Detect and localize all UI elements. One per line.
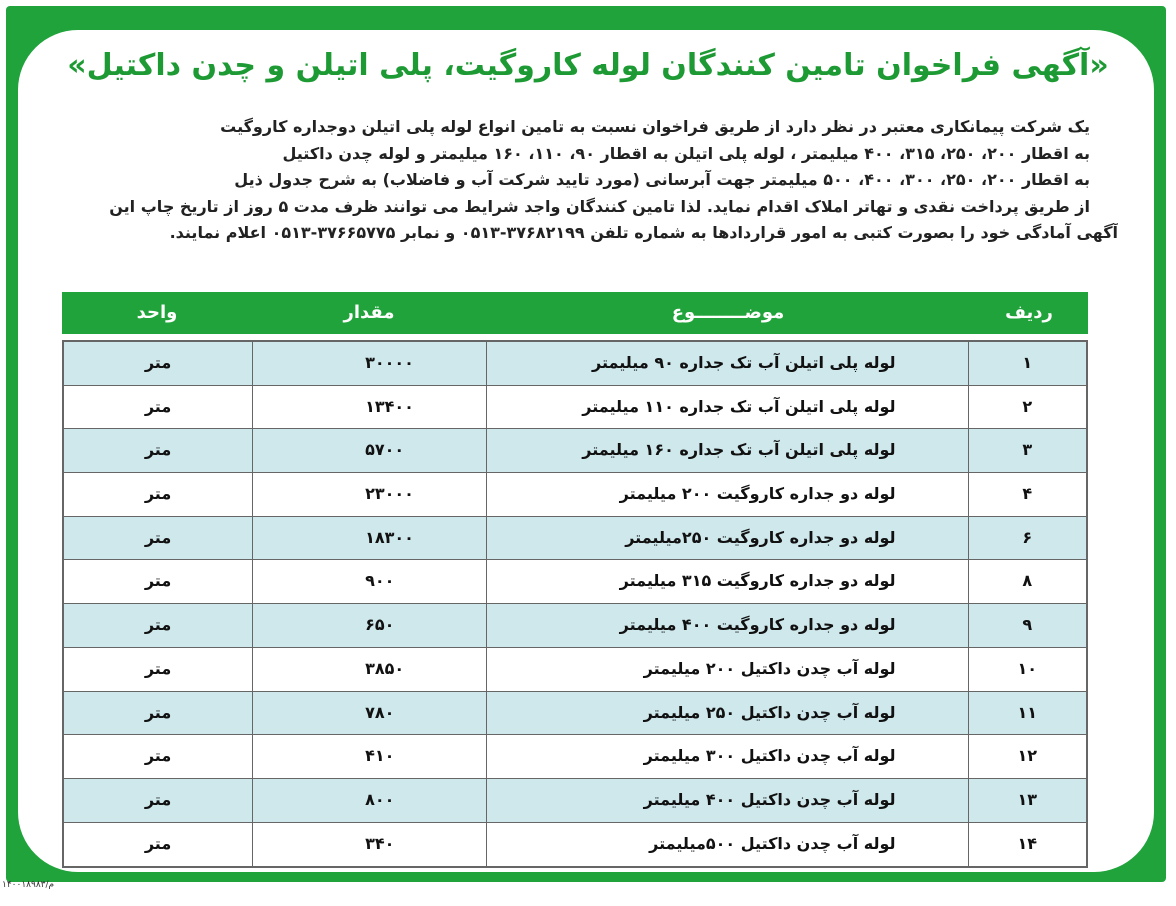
cell-quantity: ۴۱۰ xyxy=(253,735,486,778)
cell-quantity: ۲۳۰۰۰ xyxy=(253,473,486,516)
cell-subject: لوله آب چدن داکتیل ۲۵۰ میلیمتر xyxy=(487,692,969,735)
cell-subject: لوله پلی اتیلن آب تک جداره ۱۶۰ میلیمتر xyxy=(487,429,969,472)
table-row xyxy=(64,648,1086,692)
table-row xyxy=(64,692,1086,736)
table-row xyxy=(64,386,1086,430)
cell-subject: لوله آب چدن داکتیل ۳۰۰ میلیمتر xyxy=(487,735,969,778)
cell-unit: متر xyxy=(64,692,253,735)
cell-row-no: ۱۱ xyxy=(1017,702,1038,722)
cell-subject: لوله آب چدن داکتیل ۵۰۰میلیمتر xyxy=(487,823,969,867)
cell-subject: لوله پلی اتیلن آب تک جداره ۹۰ میلیمتر xyxy=(487,342,969,385)
cell-row-no: ۱۴ xyxy=(1017,833,1038,853)
table-header xyxy=(62,292,1088,334)
cell-unit: متر xyxy=(64,735,253,778)
cell-row-no: ۶ xyxy=(1022,527,1033,547)
items-table xyxy=(62,292,1088,866)
cell-row-no: ۲ xyxy=(1022,396,1033,416)
cell-subject: لوله دو جداره کاروگیت ۳۱۵ میلیمتر xyxy=(487,560,969,603)
cell-unit: متر xyxy=(64,648,253,691)
intro-line-4: از طریق پرداخت نقدی و تهاتر املاک اقدام نماید. لذا تامین کنندگان واجد شرایط می توانند ظرف مدت ۵ روز از تاریخ چاپ این xyxy=(109,196,1090,216)
table-row xyxy=(64,429,1086,473)
cell-quantity: ۸۰۰ xyxy=(253,779,486,822)
cell-subject: لوله دو جداره کاروگیت ۴۰۰ میلیمتر xyxy=(487,604,969,647)
cell-subject: لوله پلی اتیلن آب تک جداره ۱۱۰ میلیمتر xyxy=(487,386,969,429)
header-unit: واحد xyxy=(136,302,178,323)
cell-quantity: ۳۸۵۰ xyxy=(253,648,486,691)
ad-intro xyxy=(62,114,1118,274)
cell-row-no: ۳ xyxy=(1022,440,1033,460)
cell-quantity: ۵۷۰۰ xyxy=(253,429,486,472)
cell-unit: متر xyxy=(64,779,253,822)
cell-subject: لوله دو جداره کاروگیت ۲۰۰ میلیمتر xyxy=(487,473,969,516)
footer-code: م/۱۴۰۰۱۸۹۸۳ xyxy=(2,880,55,890)
cell-row-no: ۴ xyxy=(1022,484,1033,504)
intro-line-5: آگهی آمادگی خود را بصورت کتبی به امور قراردادها به شماره تلفن ۳۷۶۸۲۱۹۹-۰۵۱۳ و نمابر ۳۷۶۶۵۷۷۵-۰۵۱۳ اعلام نمایند. xyxy=(169,223,1118,242)
ad-title: «آگهی فراخوان تامین کنندگان لوله کاروگیت، پلی اتیلن و چدن داکتیل» xyxy=(67,48,1109,83)
cell-unit: متر xyxy=(64,429,253,472)
header-row-no: ردیف xyxy=(1005,302,1053,323)
cell-subject: لوله دو جداره کاروگیت ۲۵۰میلیمتر xyxy=(487,517,969,560)
cell-quantity: ۳۴۰ xyxy=(253,823,486,867)
cell-unit: متر xyxy=(64,823,253,867)
cell-quantity: ۹۰۰ xyxy=(253,560,486,603)
cell-row-no: ۱۰ xyxy=(1017,658,1038,678)
table-row xyxy=(64,779,1086,823)
intro-line-3: به اقطار ۲۰۰، ۲۵۰، ۳۰۰، ۴۰۰، ۵۰۰ میلیمتر جهت آبرسانی (مورد تایید شرکت آب و فاضلاب) به شرح جدول ذیل xyxy=(234,170,1090,189)
cell-unit: متر xyxy=(64,473,253,516)
cell-unit: متر xyxy=(64,386,253,429)
cell-row-no: ۱۳ xyxy=(1017,789,1038,809)
header-quantity: مقدار xyxy=(343,302,395,323)
header-subject: موضــــــــوع xyxy=(671,302,785,323)
intro-line-2: به اقطار ۲۰۰، ۲۵۰، ۳۱۵، ۴۰۰ میلیمتر ، لوله پلی اتیلن به اقطار ۹۰، ۱۱۰، ۱۶۰ میلیمتر و لوله چدن داکتیل xyxy=(282,143,1090,163)
cell-quantity: ۷۸۰ xyxy=(253,692,486,735)
cell-subject: لوله آب چدن داکتیل ۴۰۰ میلیمتر xyxy=(487,779,969,822)
cell-quantity: ۱۳۴۰۰ xyxy=(253,386,486,429)
cell-unit: متر xyxy=(64,560,253,603)
cell-unit: متر xyxy=(64,517,253,560)
cell-quantity: ۶۵۰ xyxy=(253,604,486,647)
table-body xyxy=(62,340,1088,868)
cell-unit: متر xyxy=(64,342,253,385)
cell-row-no: ۹ xyxy=(1022,615,1033,635)
cell-row-no: ۸ xyxy=(1022,571,1033,591)
table-row xyxy=(64,473,1086,517)
cell-unit: متر xyxy=(64,604,253,647)
table-row xyxy=(64,823,1086,867)
table-row xyxy=(64,342,1086,386)
intro-line-1: یک شرکت پیمانکاری معتبر در نظر دارد از طریق فراخوان نسبت به تامین انواع لوله پلی اتیلن دوجداره کاروگیت xyxy=(220,117,1090,136)
table-row xyxy=(64,517,1086,561)
cell-subject: لوله آب چدن داکتیل ۲۰۰ میلیمتر xyxy=(487,648,969,691)
table-row xyxy=(64,735,1086,779)
table-row xyxy=(64,560,1086,604)
cell-row-no: ۱۲ xyxy=(1017,746,1038,766)
cell-quantity: ۳۰۰۰۰ xyxy=(253,342,486,385)
table-row xyxy=(64,604,1086,648)
cell-quantity: ۱۸۳۰۰ xyxy=(253,517,486,560)
cell-row-no: ۱ xyxy=(1022,353,1033,372)
